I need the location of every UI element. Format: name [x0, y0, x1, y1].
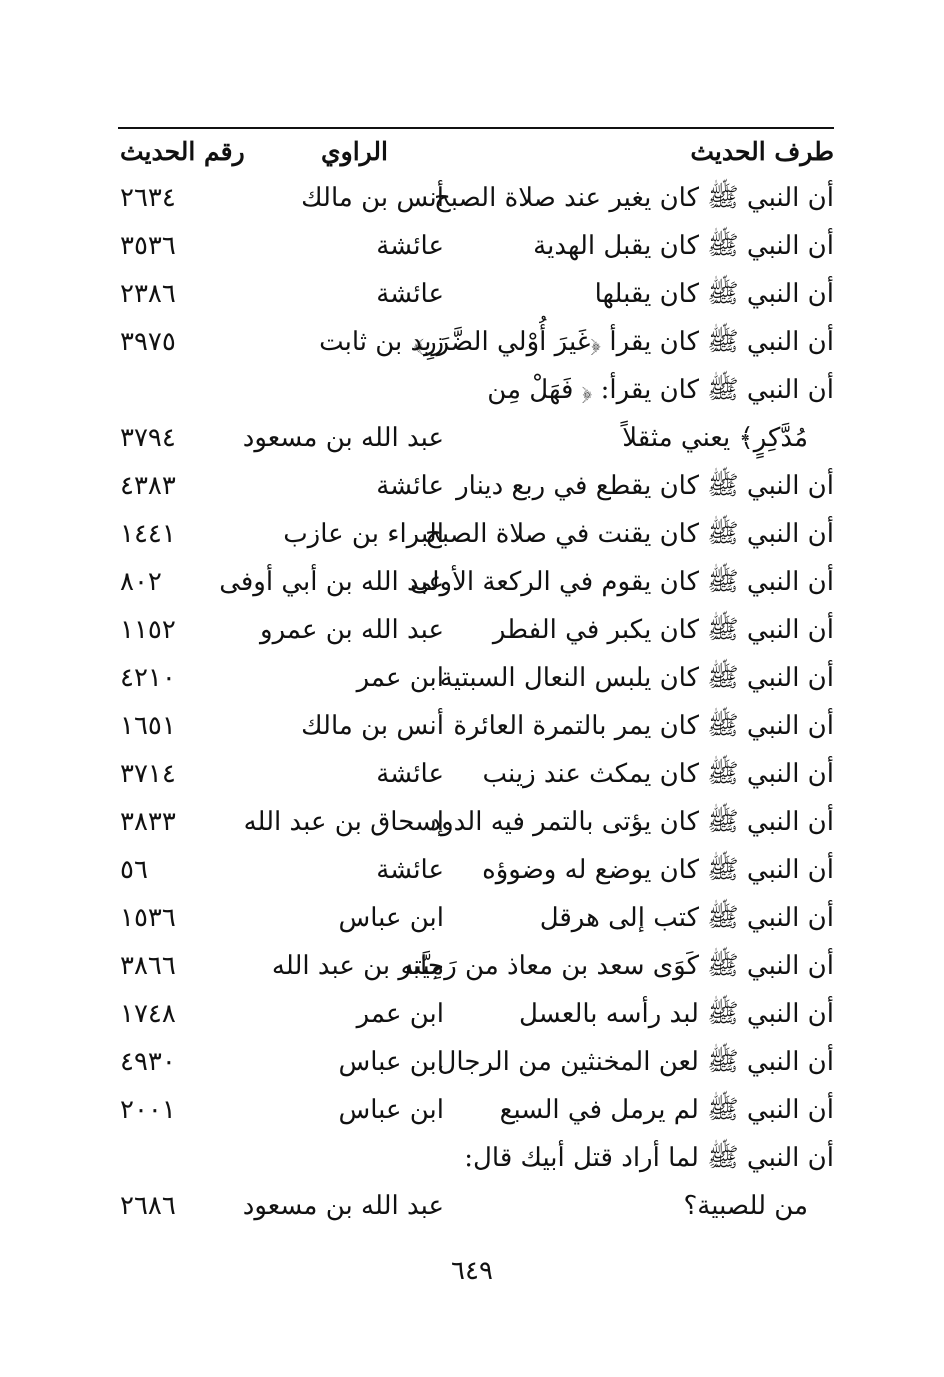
narrator: أنس بن مالك — [301, 711, 444, 741]
hadith-number: ١٧٤٨ — [120, 999, 176, 1029]
hadith-index-table — [118, 130, 834, 1230]
hadith-text-line: أن النبي ﷺ كان يوضع له وضوؤه — [482, 855, 834, 885]
hadith-text-line: أن النبي ﷺ كان يقبل الهدية — [533, 231, 834, 261]
narrator: جابر بن عبد الله — [271, 951, 444, 981]
hadith-text-line: أن النبي ﷺ كَوَى سعد بن معاذ من رَمِيَّته — [400, 951, 834, 981]
hadith-text-line: أن النبي ﷺ كان يقنت في صلاة الصبح — [425, 519, 834, 549]
hadith-text-line: أن النبي ﷺ كان يقرأ: ﴿ فَهَلْ مِن — [487, 375, 834, 405]
hadith-text-line: أن النبي ﷺ كان يقرأ ﴿غَيرَ أُوْلي الضَّرَرِ﴾ — [413, 327, 834, 357]
narrator: زيد بن ثابت — [319, 327, 444, 357]
table-row — [118, 270, 834, 318]
hadith-text — [413, 318, 834, 366]
narrator: عائشة — [376, 231, 444, 261]
table-row — [118, 1038, 834, 1086]
narrator: البراء بن عازب — [283, 519, 444, 549]
hadith-text — [429, 798, 834, 846]
hadith-text-line: أن النبي ﷺ لم يرمل في السبع — [499, 1095, 834, 1125]
hadith-number: ٣٧١٤ — [120, 759, 176, 789]
hadith-text — [458, 894, 834, 942]
table-row — [118, 654, 834, 702]
hadith-text — [458, 1134, 834, 1230]
narrator: ابن عباس — [338, 1047, 444, 1077]
hadith-text-line: أن النبي ﷺ لما أراد قتل أبيك قال: — [464, 1143, 834, 1173]
hadith-text-line: أن النبي ﷺ كان يقطع في ربع دينار — [456, 471, 834, 501]
table-row — [118, 222, 834, 270]
hadith-text — [458, 606, 834, 654]
hadith-text — [458, 846, 834, 894]
narrator: ابن عمر — [356, 999, 444, 1029]
hadith-text — [458, 1086, 834, 1134]
table-row — [118, 1086, 834, 1134]
hadith-text-continuation: من للصبية؟ — [683, 1191, 808, 1221]
header-hadith-number: رقم الحديث — [120, 137, 245, 166]
narrator: عائشة — [376, 471, 444, 501]
hadith-text-line: أن النبي ﷺ كان يكبر في الفطر — [492, 615, 834, 645]
table-row — [118, 366, 834, 462]
top-rule — [118, 127, 834, 129]
table-row — [118, 174, 834, 222]
hadith-text — [458, 750, 834, 798]
narrator: إسحاق بن عبد الله — [243, 807, 444, 837]
table-row — [118, 894, 834, 942]
hadith-number: ٥٦ — [120, 855, 148, 885]
table-row — [118, 702, 834, 750]
table-row — [118, 1134, 834, 1230]
narrator: عبد الله بن عمرو — [260, 615, 444, 645]
hadith-number: ٣٨٣٣ — [120, 807, 176, 837]
hadith-number: ٢٦٣٤ — [120, 183, 176, 213]
hadith-number: ١٥٣٦ — [120, 903, 176, 933]
hadith-text-line: أن النبي ﷺ لبد رأسه بالعسل — [519, 999, 834, 1029]
hadith-text-line: أن النبي ﷺ كان يغير عند صلاة الصبح — [434, 183, 834, 213]
hadith-number: ٣٨٦٦ — [120, 951, 176, 981]
table-row — [118, 558, 834, 606]
table-header — [118, 130, 834, 174]
hadith-text-line: أن النبي ﷺ كان يمر بالتمرة العائرة — [453, 711, 834, 741]
hadith-number: ٣٩٧٥ — [120, 327, 176, 357]
hadith-text — [458, 990, 834, 1038]
table-row — [118, 846, 834, 894]
hadith-text-line: أن النبي ﷺ كان يقوم في الركعة الأولى — [409, 567, 834, 597]
page-number: ٦٤٩ — [451, 1256, 493, 1286]
hadith-text — [458, 222, 834, 270]
hadith-number: ٢٦٨٦ — [120, 1191, 176, 1221]
table-row — [118, 462, 834, 510]
narrator: ابن عمر — [356, 663, 444, 693]
hadith-text-line: أن النبي ﷺ كتب إلى هرقل — [539, 903, 834, 933]
hadith-number: ١١٥٢ — [120, 615, 176, 645]
table-body — [118, 174, 834, 1230]
hadith-text — [425, 510, 834, 558]
hadith-text — [453, 702, 834, 750]
hadith-text — [437, 1038, 834, 1086]
hadith-text — [439, 654, 834, 702]
hadith-text — [458, 270, 834, 318]
header-narrator: الراوي — [321, 137, 388, 166]
hadith-text-line: أن النبي ﷺ كان يمكث عند زينب — [482, 759, 834, 789]
hadith-number: ٣٥٣٦ — [120, 231, 176, 261]
hadith-number: ٣٧٩٤ — [120, 423, 176, 453]
table-row — [118, 798, 834, 846]
hadith-text — [409, 558, 834, 606]
narrator: ابن عباس — [338, 1095, 444, 1125]
hadith-number: ٤٣٨٣ — [120, 471, 176, 501]
hadith-text-line: أن النبي ﷺ كان يؤتى بالتمر فيه الدود — [429, 807, 834, 837]
table-row — [118, 318, 834, 366]
narrator: عائشة — [376, 855, 444, 885]
hadith-number: ٢٠٠١ — [120, 1095, 176, 1125]
hadith-text-continuation: مُدَّكِرٍ﴾ يعني مثقلاً — [622, 423, 808, 453]
table-row — [118, 510, 834, 558]
narrator: أنس بن مالك — [301, 183, 444, 213]
hadith-text-line: أن النبي ﷺ كان يقبلها — [594, 279, 834, 309]
hadith-number: ١٤٤١ — [120, 519, 176, 549]
table-row — [118, 942, 834, 990]
narrator: عبد الله بن مسعود — [242, 423, 444, 453]
table-row — [118, 750, 834, 798]
hadith-text-line: أن النبي ﷺ لعن المخنثين من الرجال — [437, 1047, 834, 1077]
hadith-number: ٨٠٢ — [120, 567, 162, 597]
hadith-number: ١٦٥١ — [120, 711, 176, 741]
header-hadith-text: طرف الحديث — [690, 137, 834, 166]
narrator: عائشة — [376, 279, 444, 309]
narrator: عائشة — [376, 759, 444, 789]
hadith-text-line: أن النبي ﷺ كان يلبس النعال السبتية — [439, 663, 834, 693]
hadith-number: ٤٢١٠ — [120, 663, 176, 693]
narrator: ابن عباس — [338, 903, 444, 933]
table-row — [118, 990, 834, 1038]
hadith-text — [458, 366, 834, 462]
hadith-number: ٤٩٣٠ — [120, 1047, 176, 1077]
narrator: عبد الله بن مسعود — [242, 1191, 444, 1221]
table-row — [118, 606, 834, 654]
hadith-text — [400, 942, 834, 990]
narrator: عبد الله بن أبي أوفى — [219, 567, 444, 597]
hadith-text — [434, 174, 834, 222]
hadith-text — [458, 462, 834, 510]
hadith-number: ٢٣٨٦ — [120, 279, 176, 309]
